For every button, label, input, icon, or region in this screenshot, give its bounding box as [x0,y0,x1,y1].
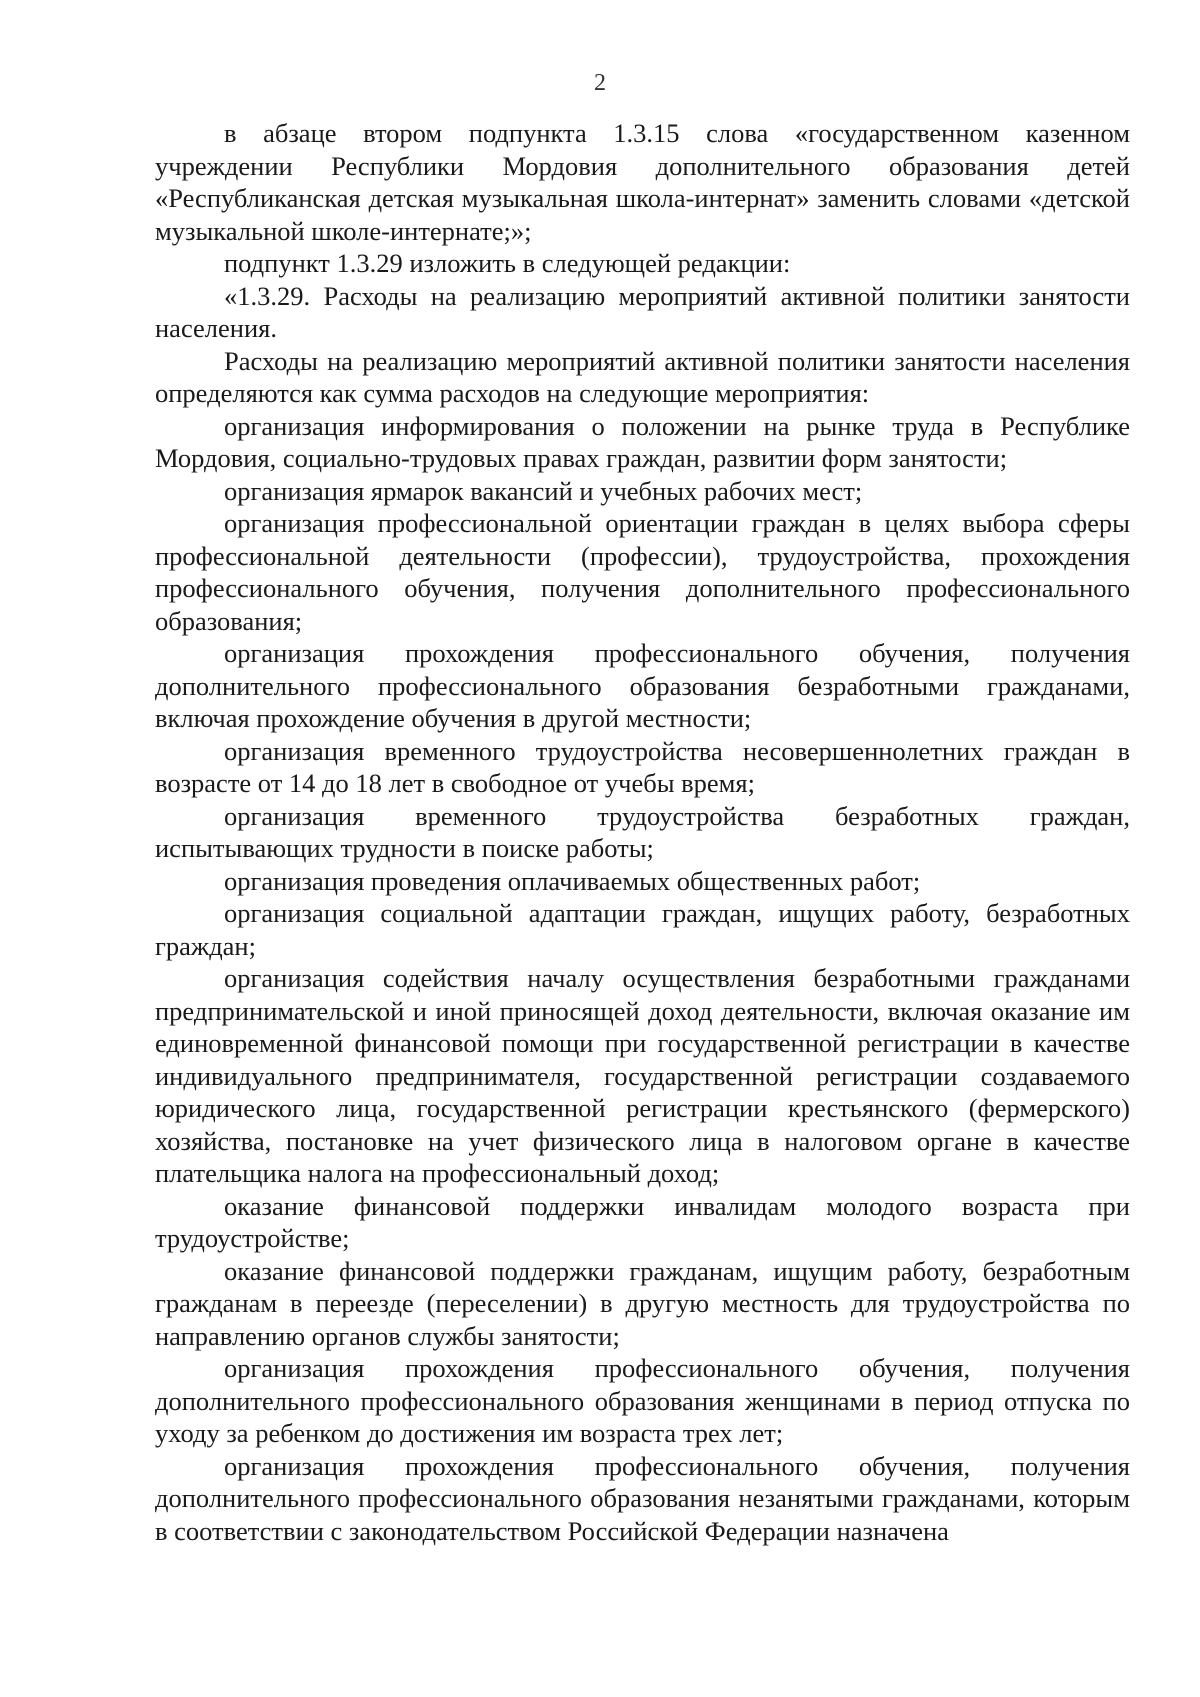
paragraph: организация содействия началу осуществления безработными гражданами предпринимательской и иной приносящей доход деятельности, включая оказание им единовременной финансовой помощи при государственной регистрации в качестве индивидуального предпринимателя, государственной регистрации создаваемого юридического лица, государственной регистрации крестьянского (фермерского) хозяйства, постановке на учет физического лица в налоговом органе в качестве плательщика налога на профессиональный доход; [155,963,1130,1188]
paragraph: оказание финансовой поддержки гражданам, ищущим работу, безработным гражданам в переезде (переселении) в другую местность для трудоустройства по направлению органов службы занятости; [155,1255,1130,1351]
paragraph: организация прохождения профессионального обучения, получения дополнительного профессионального образования безработными гражданами, включая прохождение обучения в другой местности; [155,638,1130,733]
paragraph: организация прохождения профессионального обучения, получения дополнительного профессионального образования незанятыми гражданами, которым в соответствии с законодательством Российской Федерации назначена [155,1450,1130,1546]
paragraph: Расходы на реализацию мероприятий активной политики занятости населения определяются как сумма расходов на следующие мероприятия: [155,345,1130,408]
paragraph: оказание финансовой поддержки инвалидам молодого возраста при трудоустройстве; [155,1190,1130,1253]
paragraph: организация временного трудоустройства безработных граждан, испытывающих трудности в поиске работы; [155,800,1130,863]
paragraph: подпункт 1.3.29 изложить в следующей редакции: [224,248,791,278]
document-body [155,117,1130,1547]
paragraph: организация временного трудоустройства несовершеннолетних граждан в возрасте от 14 до 18 лет в свободное от учебы время; [155,735,1130,798]
paragraph: «1.3.29. Расходы на реализацию мероприятий активной политики занятости населения. [155,280,1130,343]
paragraph: в абзаце втором подпункта 1.3.15 слова «государственном казенном учреждении Республики Мордовия дополнительного образования детей «Республиканская детская музыкальная школа-интернат» заменить словами «детской музыкальной школе-интернате;»; [155,118,1130,246]
paragraph: организация ярмарок вакансий и учебных рабочих мест; [224,475,863,506]
paragraph: организация социальной адаптации граждан, ищущих работу, безработных граждан; [155,898,1130,961]
paragraph: организация профессиональной ориентации граждан в целях выбора сферы профессиональной деятельности (профессии), трудоустройства, прохождения профессионального обучения, получения дополнительного профессионального образования; [155,508,1130,636]
page-number: 2 [594,70,606,96]
paragraph: организация информирования о положении на рынке труда в Республике Мордовия, социально-трудовых правах граждан, развитии форм занятости; [155,410,1130,473]
paragraph: организация прохождения профессионального обучения, получения дополнительного профессионального образования женщинами в период отпуска по уходу за ребенком до достижения им возраста трех лет; [155,1353,1130,1448]
paragraph: организация проведения оплачиваемых общественных работ; [224,865,921,896]
